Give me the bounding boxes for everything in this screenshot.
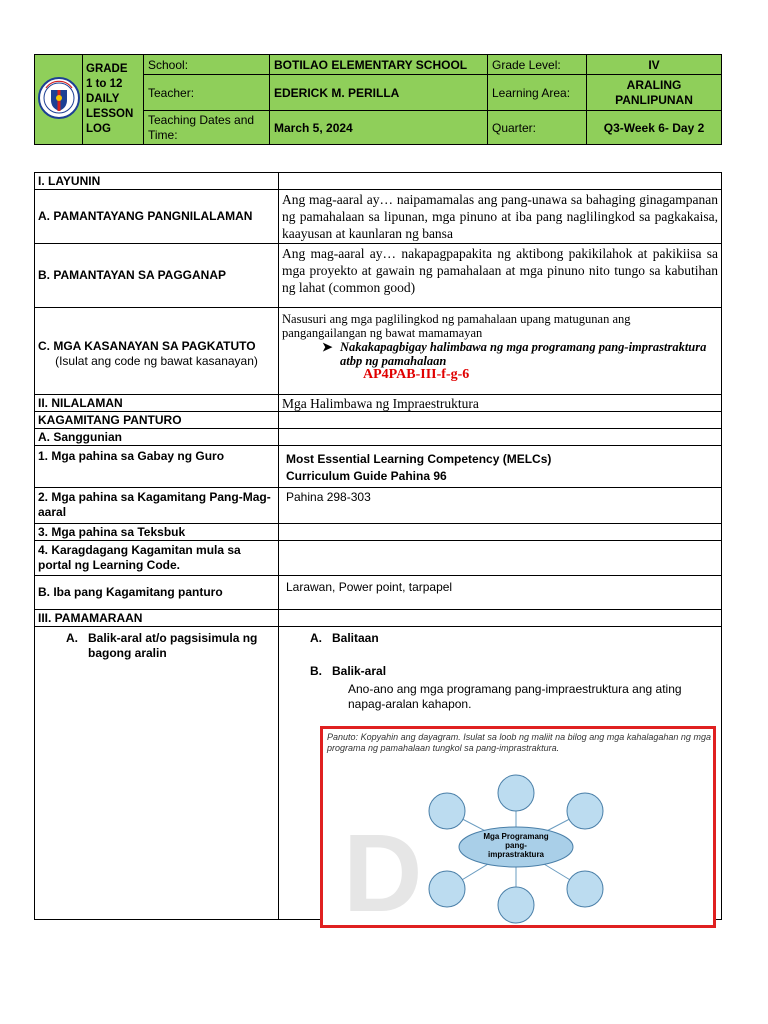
table-row [35,576,722,610]
table-row [35,244,722,308]
empty-cell [279,412,722,429]
teacher-value: EDERICK M. PERILLA [270,75,488,111]
balik-item [38,631,275,661]
gabay-value-cell [279,446,722,488]
empty-cell [279,429,722,446]
balikaral-item [282,664,718,679]
empty-cell [279,173,722,190]
table-row [35,488,722,524]
pamantayang-value: Ang mag-aaral ay… naipamamalas ang pang-unawa sa bahaging ginagampanan ng pamahalaan sa lipunan, mga pinuno at iba pang naglilingkod sa pagkakaisa, kaayusan at kaunlaran ng bansa [279,190,722,244]
grade-line: LESSON [86,108,134,120]
grade-level-value: IV [587,55,722,75]
kasanayan-label: C. MGA KASANAYAN SA PAGKATUTO [38,339,256,353]
nilalaman-label: II. NILALAMAN [35,395,279,412]
kasanayan-value: Nasusuri ang mga paglilingkod ng pamahalaan upang matugunan ang pangangailangan ng bawat mamamayan [282,312,631,340]
dates-value: March 5, 2024 [270,111,488,145]
table-row [35,610,722,627]
kagamitang-value: Pahina 298-303 [279,488,722,524]
table-row [35,190,722,244]
dates-label: Teaching Dates and Time: [144,111,270,145]
center-label-line: Mga Programang [483,832,549,841]
school-label: School: [144,55,270,75]
gabay-value-2: Curriculum Guide Pahina 96 [286,469,447,483]
quarter-label: Quarter: [488,111,587,145]
section-layunin: I. LAYUNIN [35,173,279,190]
kasanayan-sub: (Isulat ang code ng bawat kasanayan) [55,354,258,368]
grade-title [83,55,144,145]
balikaral-text: Ano-ano ang mga programang pang-impraestruktura ang ating napag-aralan kahapon. [348,682,682,711]
grade-line: DAILY [86,93,120,105]
balik-label: Balik-aral at/o pagsisimula ng bagong aralin [88,631,258,660]
empty-cell [279,541,722,576]
answer-circle [567,793,603,829]
grade-line: LOG [86,123,111,135]
balitaan-item [282,631,718,646]
deped-seal-icon [35,55,83,145]
balikaral-letter: B. [310,664,322,678]
empty-cell [279,524,722,541]
balik-letter: A. [66,631,78,645]
answer-circle [498,887,534,923]
table-row [35,446,722,488]
answer-circle [429,871,465,907]
table-row [35,308,722,395]
answer-circle [498,775,534,811]
teksbuk-label: 3. Mga pahina sa Teksbuk [35,524,279,541]
balikaral-label: Balik-aral [332,664,387,678]
table-row [35,524,722,541]
table-row [35,429,722,446]
center-label-line: pang- [505,841,527,850]
answer-circle [567,871,603,907]
kagamitang-label: 2. Mga pahina sa Kagamitang Pang-Mag-aaral [38,490,271,519]
balik-cell [35,627,279,920]
nilalaman-value: Mga Halimbawa ng Impraestruktura [279,395,722,412]
balitaan-label: Balitaan [332,631,379,645]
kasanayan-cell [35,308,279,395]
sanggunian-label: A. Sanggunian [35,429,279,446]
iba-value: Larawan, Power point, tarpapel [279,576,722,610]
karagdagang-label: 4. Karagdagang Kagamitan mula sa portal ng Learning Code. [35,541,279,576]
worksheet-image [320,726,716,928]
table-row [35,173,722,190]
arrowhead-bullet-icon: ➤ [322,340,333,354]
pagganap-value: Ang mag-aaral ay… nakapagpapakita ng aktibong pakikilahok at pakikiisa sa mga proyekto at gawain ng pamahalaan at mga pinuno nito tungo sa kabutihan ng lahat (common good) [279,244,722,308]
answer-circle [429,793,465,829]
learning-area-label: Learning Area: [488,75,587,111]
pamantayang-label: A. PAMANTAYANG PANGNILALAMAN [35,190,279,244]
diagram-svg [323,729,713,925]
balitaan-letter: A. [310,631,322,645]
kasanayan-bullet: Nakakapagbigay halimbawa ng mga programang pang-imprastraktura atbp ng pamahalaan [340,340,707,368]
table-row [35,412,722,429]
teacher-label: Teacher: [144,75,270,111]
pamamaraan-label: III. PAMAMARAAN [35,610,279,627]
kasanayan-bullet-item [282,340,718,368]
header-table [34,54,722,145]
grade-line: GRADE [86,63,128,75]
learning-area-value: ARALING PANLIPUNAN [587,75,722,111]
iba-label: B. Iba pang Kagamitang panturo [35,576,279,610]
gabay-label: 1. Mga pahina sa Gabay ng Guro [35,446,279,488]
gabay-value-1: Most Essential Learning Competency (MELCs) [286,452,552,466]
school-value: BOTILAO ELEMENTARY SCHOOL [270,55,488,75]
pagganap-label: B. PAMANTAYAN SA PAGGANAP [35,244,279,308]
kasanayan-code: AP4PAB-III-f-g-6 [363,367,470,382]
center-label-line: imprastraktura [487,850,545,859]
worksheet-panuto: Panuto: Kopyahin ang dayagram. Isulat sa loob ng maliit na bilog ang mga kahalagahan ng mga programa ng pamahalaan tungkol sa pang-imprastraktura. [327,732,711,753]
kagamitan-label: KAGAMITANG PANTURO [35,412,279,429]
table-row [35,541,722,576]
empty-cell [279,610,722,627]
watermark-letter: D [343,812,423,925]
kagamitang-label-cell [35,488,279,524]
table-row [35,395,722,412]
grade-line: 1 to 12 [86,78,123,90]
grade-level-label: Grade Level: [488,55,587,75]
quarter-value: Q3-Week 6- Day 2 [587,111,722,145]
kasanayan-value-cell [279,308,722,395]
